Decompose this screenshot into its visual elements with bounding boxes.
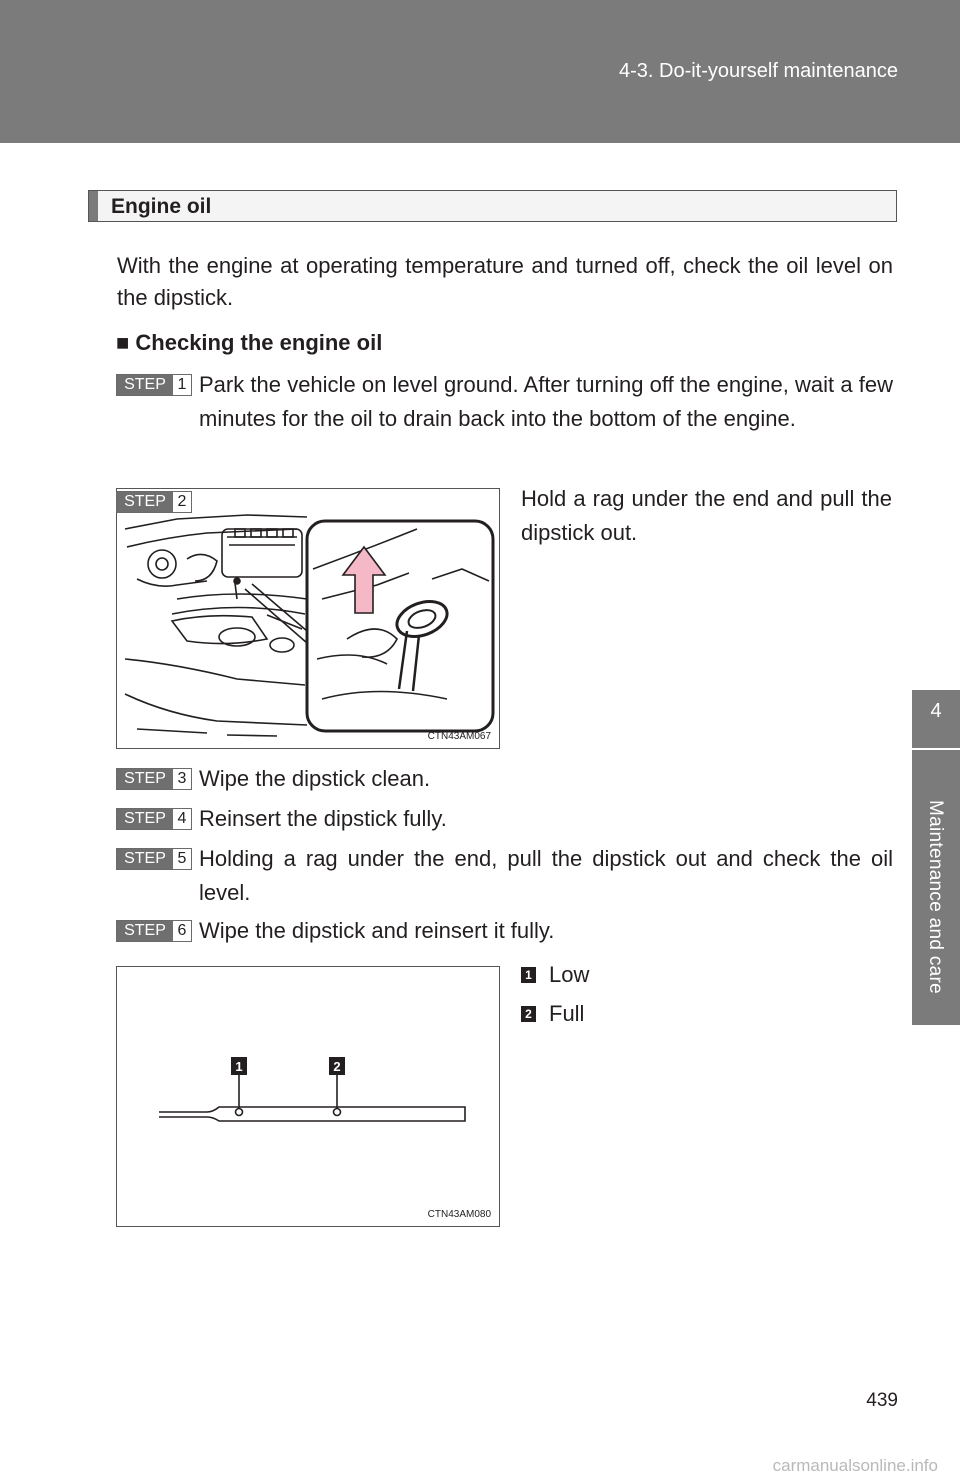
dipstick-level-illustration (116, 966, 500, 1227)
legend-item-full (521, 1001, 584, 1027)
step-label: STEP (117, 492, 173, 512)
step-number: 5 (173, 849, 191, 869)
step-label: STEP (117, 809, 173, 829)
step-label: STEP (117, 769, 173, 789)
step-label: STEP (117, 375, 173, 395)
figure-code: CTN43AM067 (427, 731, 491, 742)
step-text-2: Hold a rag under the end and pull the dipstick out. (521, 486, 892, 545)
step-number: 6 (173, 921, 191, 941)
chapter-side-tab (912, 690, 960, 1025)
step-badge-1 (116, 374, 192, 396)
step-number: 1 (173, 375, 191, 395)
chapter-section-title: 4-3. Do-it-yourself maintenance (618, 60, 898, 82)
section-heading-box (88, 190, 897, 222)
full-marker-number: 2 (333, 1059, 341, 1074)
step-number: 3 (173, 769, 191, 789)
step-badge-2 (116, 491, 192, 513)
step-text-4: Reinsert the dipstick fully. (199, 806, 447, 831)
side-tab-divider (912, 748, 960, 750)
step-number: 4 (173, 809, 191, 829)
watermark: carmanualsonline.info (772, 1456, 938, 1475)
engine-dipstick-drawing (117, 489, 501, 750)
step-badge-5 (116, 848, 192, 870)
low-marker-number: 1 (235, 1059, 243, 1074)
engine-illustration (116, 488, 500, 749)
legend-badge: 1 (521, 967, 536, 983)
legend-item-low (521, 962, 589, 988)
header-bar (0, 0, 960, 143)
dipstick-drawing (117, 967, 501, 1228)
legend-label: Full (549, 1001, 585, 1026)
page-number: 439 (866, 1390, 898, 1411)
section-title: Engine oil (111, 195, 212, 218)
step-text-3: Wipe the dipstick clean. (199, 766, 431, 791)
step-text-6: Wipe the dipstick and reinsert it fully. (199, 918, 555, 943)
step-label: STEP (117, 849, 173, 869)
step-badge-6 (116, 920, 192, 942)
step-text-1: Park the vehicle on level ground. After turning off the engine, wait a few minutes for the oil to drain back into the bottom of the engine. (199, 372, 893, 431)
legend-badge: 2 (521, 1006, 536, 1022)
step-badge-4 (116, 808, 192, 830)
figure-code: CTN43AM080 (427, 1209, 491, 1220)
step-text-5: Holding a rag under the end, pull the dipstick out and check the oil level. (199, 846, 893, 905)
step-number: 2 (173, 492, 191, 512)
legend-label: Low (549, 962, 590, 987)
intro-paragraph: With the engine at operating temperature and turned off, check the oil level on the dipstick. (117, 253, 893, 310)
chapter-label: Maintenance and care (925, 800, 946, 995)
step-label: STEP (117, 921, 173, 941)
step-badge-3 (116, 768, 192, 790)
subheading: ■ Checking the engine oil (116, 330, 383, 355)
chapter-number: 4 (930, 700, 942, 722)
